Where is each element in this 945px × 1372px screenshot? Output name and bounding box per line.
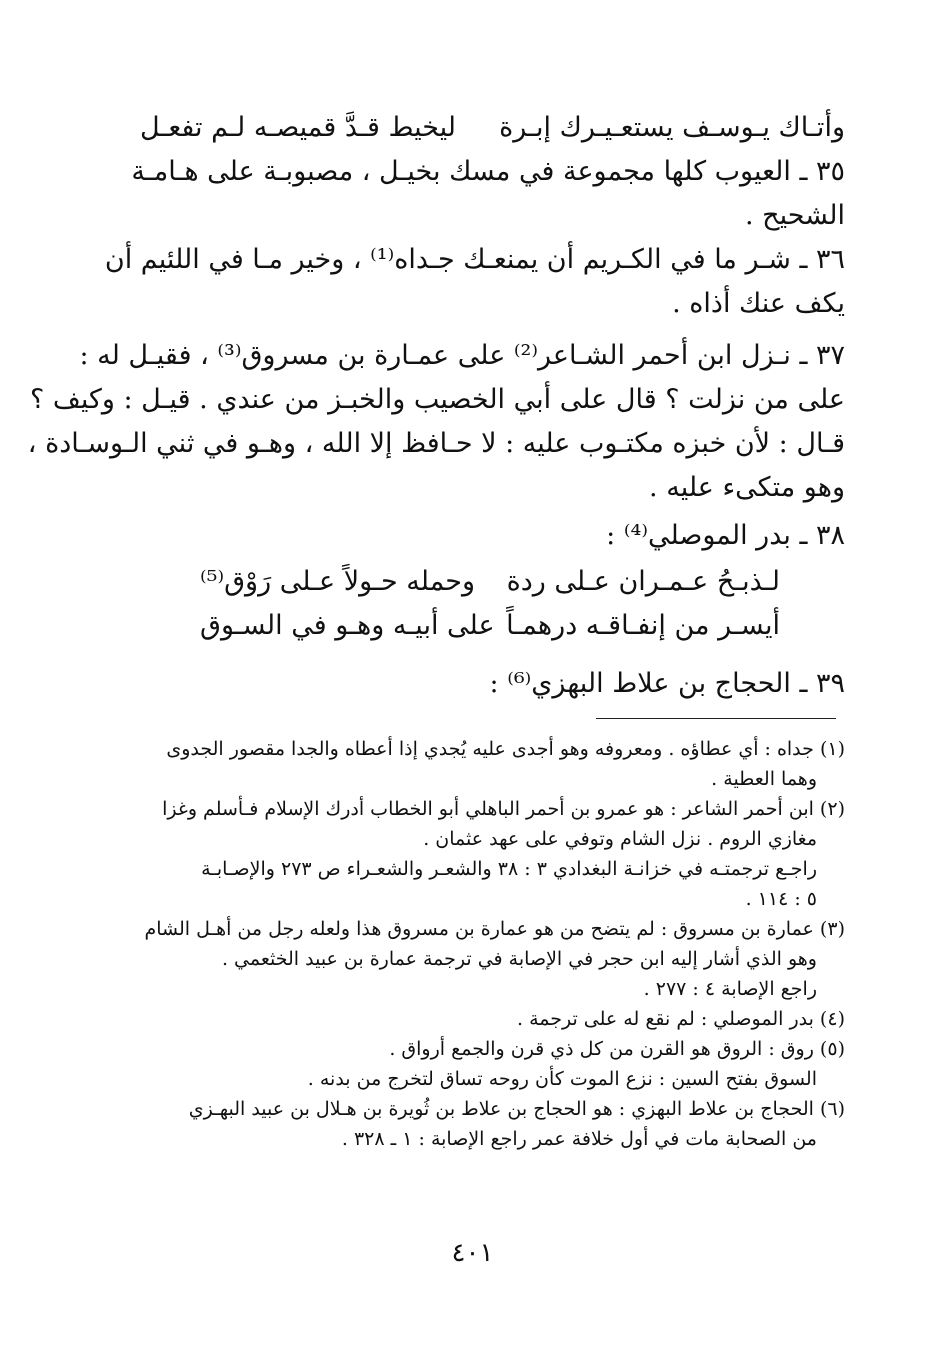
verse-hemistich-left: ليخيط قـدَّ قميصـه لـم تفعـل: [140, 112, 457, 143]
paragraph-line: يكف عنك أذاه .: [672, 288, 845, 319]
paragraph-39-heading: [140, 662, 845, 706]
paragraph-line: قـال : لأن خبزه مكتـوب عليه : لا حـافظ إلا الله ، وهـو في ثني الـوسـادة ،: [27, 428, 845, 459]
paragraph-38-heading: [140, 514, 845, 558]
footnote-line: وهما العطية .: [711, 768, 817, 790]
footnote-line: من الصحابة مات في أول خلافة عمر راجع الإصابة : ١ ـ ٣٢٨ .: [341, 1128, 817, 1150]
paragraph-37: [27, 334, 845, 510]
verse-hemistich-right: أيسـر من إنفـاقـه درهمـاً: [506, 610, 780, 641]
footnote-line: ٥ : ١١٤ .: [745, 888, 817, 910]
footnote-line: مغازي الروم . نزل الشام وتوفي على عهد عثمان .: [423, 828, 817, 850]
footnote-line: السوق بفتح السين : نزع الموت كأن روحه تساق لتخرج من بدنه .: [307, 1068, 817, 1090]
paragraph-line: ٣٥ ـ العيوب كلها مجموعة في مسك بخيـل ، مصبوبـة على هـامـة: [131, 156, 845, 187]
verse-hemistich-right: لـذبـحُ عـمـران عـلى ردة: [506, 566, 780, 597]
footnote-line: راجع الإصابة ٤ : ٢٧٧ .: [643, 978, 817, 1000]
paragraph-line: وهو متكىء عليه .: [649, 472, 845, 503]
verse-hemistich-right: وأتـاك يـوسـف يستعـيـرك إبـرة: [499, 112, 845, 143]
page-number: ٤٠١: [451, 1238, 494, 1268]
footnote-line: وهو الذي أشار إليه ابن حجر في الإصابة في ترجمة عمارة بن عبيد الخثعمي .: [221, 948, 817, 970]
footnotes: [135, 734, 845, 1154]
paragraph-line: الشحيح .: [745, 200, 845, 231]
paragraph-line: على من نزلت ؟ قال على أبي الخصيب والخبـز من عندي . قيـل : وكيف ؟: [30, 384, 845, 415]
verse-hemistich-left: على أبيـه وهـو في السـوق: [200, 610, 495, 641]
paragraph-line: ٣٨ ـ بدر الموصلي⁽⁴⁾ :: [606, 520, 845, 551]
footnote-line: راجـع ترجمتـه في خزانـة البغدادي ٣ : ٣٨ والشعـر والشعـراء ص ٢٧٣ والإصـابـة: [201, 858, 817, 880]
footnote-line: (٢) ابن أحمر الشاعر : هو عمرو بن أحمر الباهلي أبو الخطاب أدرك الإسلام فـأسلم وغزا: [162, 798, 845, 820]
footnote-line: (٣) عمارة بن مسروق : لم يتضح من هو عمارة بن مسروق هذا ولعله رجل من أهـل الشام: [144, 918, 845, 940]
footnote-line: (١) جداه : أي عطاؤه . ومعروفه وهو أجدى عليه يُجدي إذا أعطاه والجدا مقصور الجدوى: [166, 738, 845, 760]
footnote-line: (٦) الحجاج بن علاط البهزي : هو الحجاج بن علاط بن ثُويرة بن هـلال بن عبيد البهـزي: [188, 1098, 845, 1120]
paragraph-line: ٣٧ ـ نـزل ابن أحمر الشـاعر⁽²⁾ على عمـارة بن مسروق⁽³⁾ ، فقيـل له :: [79, 340, 845, 371]
paragraph-line: ٣٩ ـ الحجاج بن علاط البهزي⁽⁶⁾ :: [489, 668, 845, 699]
paragraph-line: ٣٦ ـ شـر ما في الكـريم أن يمنعـك جـداه⁽¹⁾ ، وخير مـا في اللئيم أن: [104, 244, 845, 275]
footnote-separator: [596, 718, 836, 719]
paragraph-35: [131, 150, 845, 238]
footnote-line: (٤) بدر الموصلي : لم نقع له على ترجمة .: [517, 1008, 845, 1030]
paragraph-36: [104, 238, 845, 326]
footnote-line: (٥) روق : الروق هو القرن من كل ذي قرن والجمع أرواق .: [389, 1038, 845, 1060]
verse-hemistich-left: وحمله حـولاً عـلى رَوْق⁽⁵⁾: [200, 566, 476, 597]
